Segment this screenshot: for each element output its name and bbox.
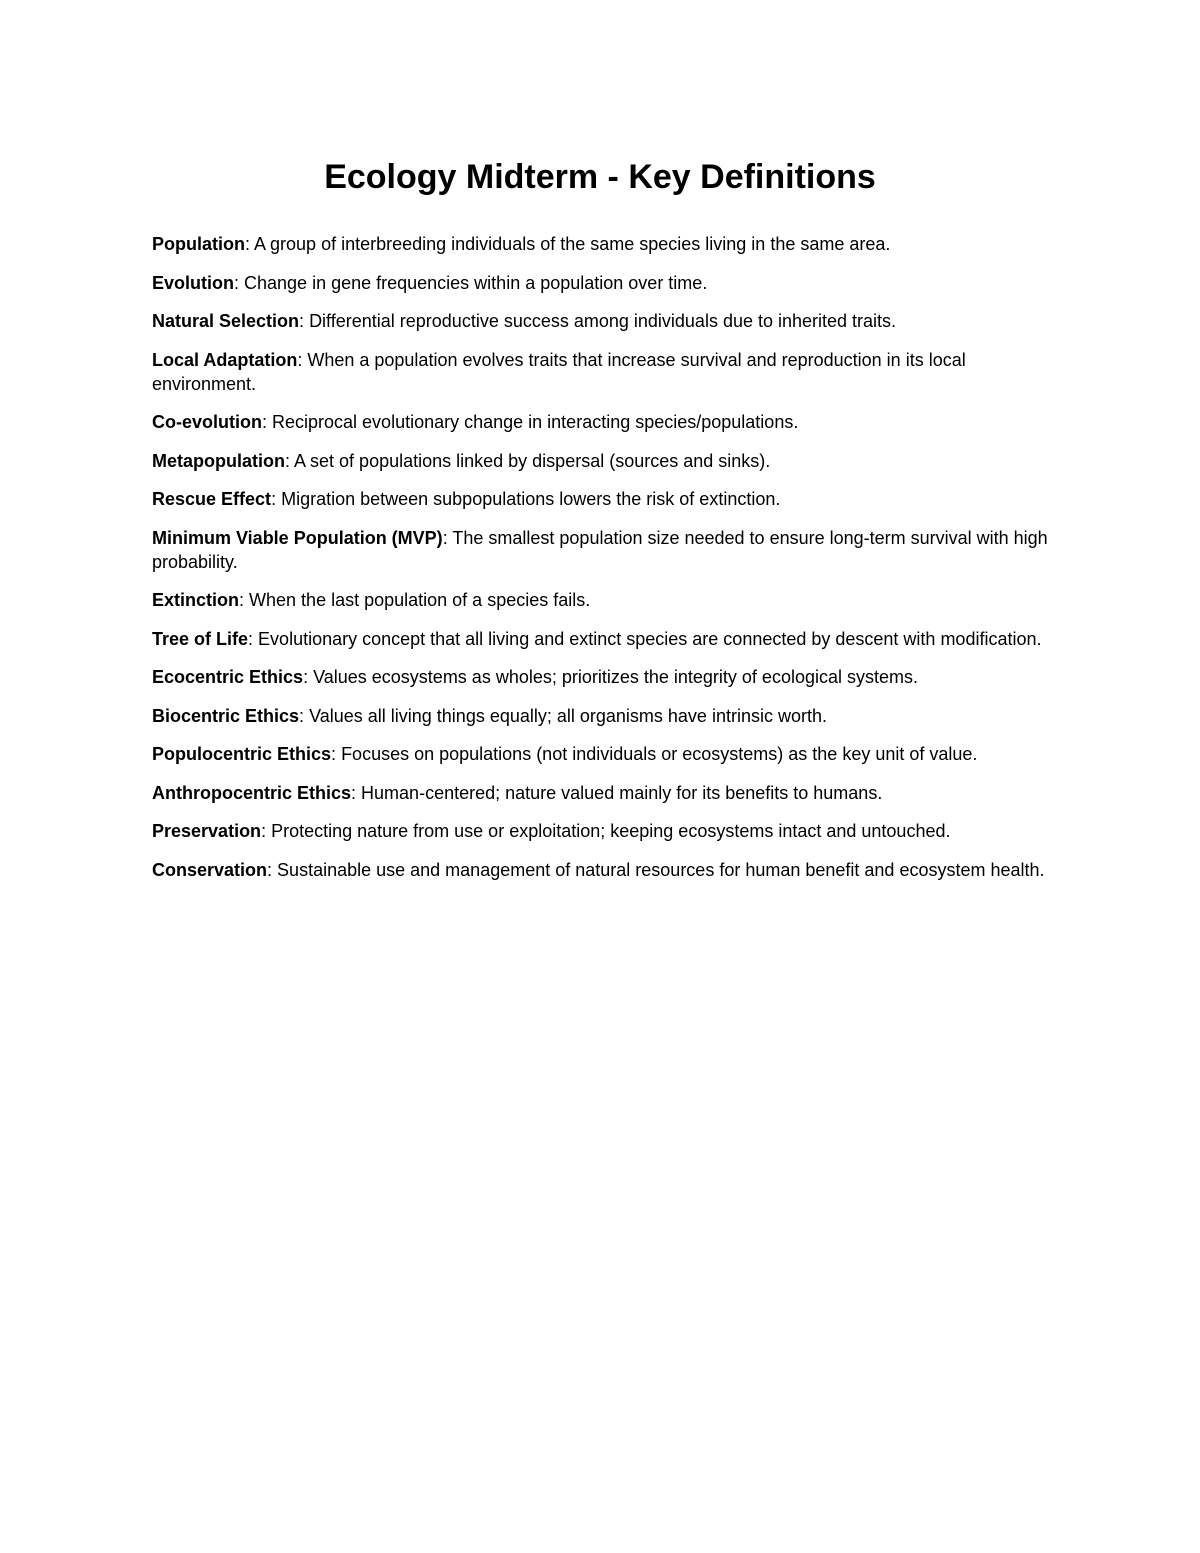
definition-term: Anthropocentric Ethics [152, 782, 352, 803]
definition-term: Co-evolution [152, 412, 262, 432]
term-separator: : [245, 234, 255, 254]
definition-text: The smallest population size needed to ensure long-term survival with high probability. [152, 527, 1048, 572]
definition-text: Migration between subpopulations lowers the risk of extinction. [281, 489, 781, 509]
definition-item [152, 858, 1052, 882]
definition-term: Extinction [152, 590, 240, 610]
definition-item [152, 819, 1052, 843]
definition-text: Change in gene frequencies within a population over time. [244, 272, 708, 293]
definition-text: Focuses on populations (not individuals or ecosystems) as the key unit of value. [341, 744, 978, 764]
term-separator: : [299, 311, 310, 331]
definition-item [152, 781, 1052, 805]
definition-text: Values ecosystems as wholes; prioritizes the integrity of ecological systems. [313, 667, 918, 687]
definition-term: Tree of Life [152, 628, 249, 649]
definition-term: Preservation [152, 821, 262, 841]
definition-item [152, 588, 1052, 612]
term-separator: : [239, 590, 250, 610]
definition-text: When the last population of a species fails. [249, 590, 591, 610]
definition-term: Metapopulation [152, 450, 285, 471]
definition-text: Evolutionary concept that all living and extinct species are connected by descent with modification. [258, 628, 1042, 649]
definition-term: Ecocentric Ethics [152, 667, 304, 687]
definition-term: Evolution [152, 272, 234, 293]
definition-term: Population [152, 234, 245, 254]
definitions-list [152, 232, 1052, 896]
term-separator: : [351, 782, 362, 803]
term-separator: : [261, 821, 272, 841]
definition-item [152, 526, 1052, 574]
definition-term: Rescue Effect [152, 489, 272, 509]
term-separator: : [248, 628, 259, 649]
definition-item [152, 271, 1052, 295]
definition-item [152, 232, 1052, 256]
term-separator: : [303, 667, 314, 687]
page-title: Ecology Midterm - Key Definitions [324, 158, 876, 196]
definition-text: Reciprocal evolutionary change in interacting species/populations. [272, 412, 799, 432]
term-separator: : [234, 272, 245, 293]
definition-item [152, 449, 1052, 473]
term-separator: : [271, 489, 282, 509]
term-separator: : [331, 744, 342, 764]
definition-item [152, 348, 1052, 396]
term-separator: : [262, 412, 273, 432]
definition-text: Sustainable use and management of natural resources for human benefit and ecosystem health. [277, 859, 1045, 880]
definition-text: Differential reproductive success among individuals due to inherited traits. [309, 311, 897, 331]
definition-term: Natural Selection [152, 311, 300, 331]
definition-term: Local Adaptation [152, 349, 298, 370]
definition-item [152, 487, 1052, 511]
term-separator: : [267, 859, 278, 880]
term-separator: : [299, 705, 310, 726]
definition-term: Minimum Viable Population (MVP) [152, 527, 443, 548]
definition-item [152, 742, 1052, 766]
definition-item [152, 704, 1052, 728]
definition-item [152, 309, 1052, 333]
term-separator: : [297, 349, 308, 370]
definition-text: Values all living things equally; all organisms have intrinsic worth. [309, 705, 827, 726]
definition-term: Populocentric Ethics [152, 744, 332, 764]
definition-text: Human-centered; nature valued mainly for its benefits to humans. [361, 782, 883, 803]
definition-item [152, 665, 1052, 689]
definition-text: A set of populations linked by dispersal (sources and sinks). [294, 450, 771, 471]
term-separator: : [442, 527, 453, 548]
definition-text: Protecting nature from use or exploitation; keeping ecosystems intact and untouched. [271, 821, 951, 841]
definition-term: Biocentric Ethics [152, 705, 300, 726]
term-separator: : [285, 450, 295, 471]
definition-term: Conservation [152, 859, 268, 880]
definition-text: A group of interbreeding individuals of the same species living in the same area. [254, 234, 891, 254]
definition-item [152, 410, 1052, 434]
definition-text: When a population evolves traits that increase survival and reproduction in its local environment. [152, 349, 966, 394]
definition-item [152, 627, 1052, 651]
